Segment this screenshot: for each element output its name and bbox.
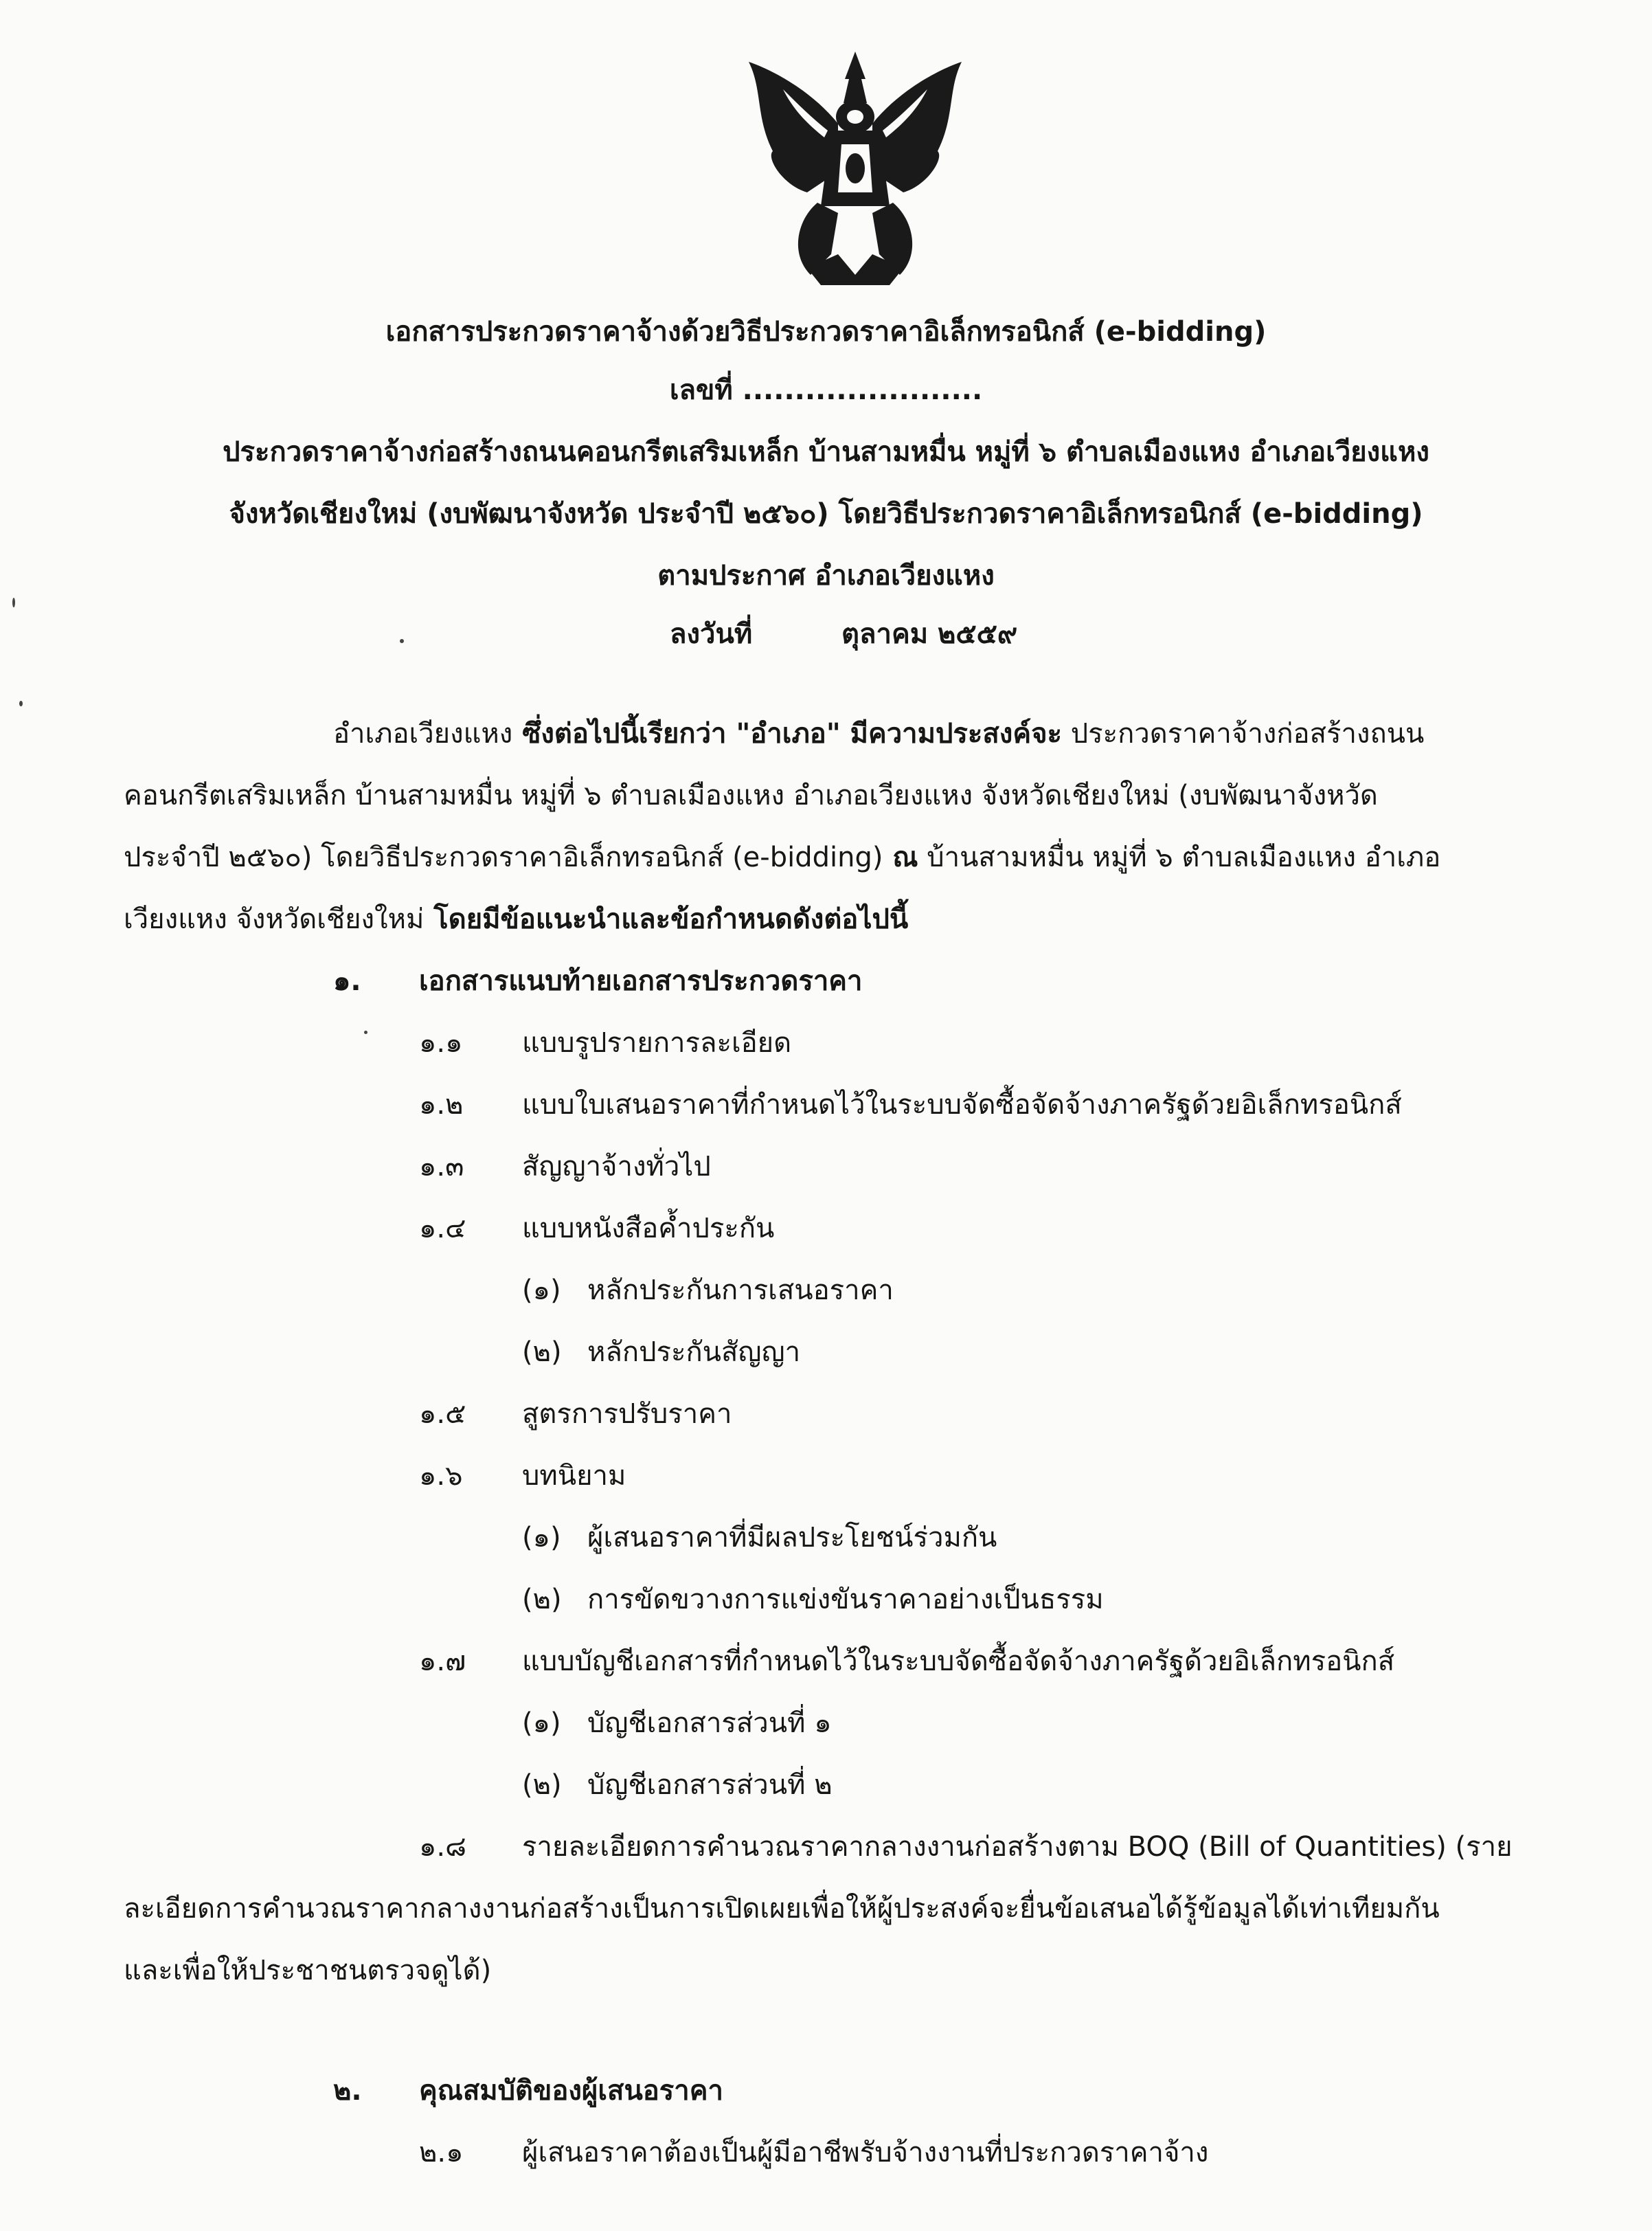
intro-line-3-bold: ณ: [883, 842, 918, 873]
scan-speck: [364, 1031, 367, 1034]
list-item-number: ๑.๕: [419, 1398, 466, 1430]
scan-speck: [12, 598, 15, 607]
intro-line-4-start: เวียงแหง จังหวัดเชียงใหม่: [124, 904, 425, 935]
intro-line-1: [333, 711, 1424, 755]
sublist-item-number: (๒): [522, 1584, 562, 1615]
list-item-text-continued: ละเอียดการคำนวณราคากลางงานก่อสร้างเป็นการเปิดเผยเพื่อให้ผู้ประสงค์จะยื่นข้อเสนอได้รู้ข้อมูลได้เท่าเทียมกัน: [124, 1893, 1440, 1925]
list-item-text: สูตรการปรับราคา: [522, 1398, 732, 1430]
list-item-number: ๒.๑: [419, 2137, 464, 2168]
list-item-number: ๑.๓: [419, 1151, 464, 1182]
intro-line-4-bold: โดยมีข้อแนะนำและข้อกำหนดดังต่อไปนี้: [424, 904, 909, 935]
sublist-item-number: (๑): [522, 1707, 561, 1739]
subject-line-2: จังหวัดเชียงใหม่ (งบพัฒนาจังหวัด ประจำปี ๒๕๖๐) โดยวิธีประกวดราคาอิเล็กทรอนิกส์ (e-bidding): [229, 498, 1423, 530]
intro-line-3: [124, 835, 1440, 879]
list-item-number: ๑.๘: [419, 1831, 466, 1863]
sublist-item-number: (๑): [522, 1275, 561, 1306]
sublist-item-number: (๑): [522, 1522, 561, 1554]
sublist-item-text: ผู้เสนอราคาที่มีผลประโยชน์ร่วมกัน: [587, 1522, 997, 1554]
sublist-item-text: หลักประกันสัญญา: [587, 1336, 801, 1368]
list-item-text: แบบใบเสนอราคาที่กำหนดไว้ในระบบจัดซื้อจัดจ้างภาครัฐด้วยอิเล็กทรอนิกส์: [522, 1089, 1402, 1121]
intro-line-1-start: อำเภอเวียงแหง: [333, 718, 513, 750]
intro-line-1-end: ประกวดราคาจ้างก่อสร้างถนน: [1062, 718, 1425, 750]
list-item-text: รายละเอียดการคำนวณราคากลางงานก่อสร้างตาม BOQ (Bill of Quantities) (ราย: [522, 1831, 1513, 1863]
scan-speck: [19, 701, 23, 706]
document-number: เลขที่ .......................: [669, 374, 983, 406]
sublist-item-number: (๒): [522, 1336, 562, 1368]
list-item-number: ๑.๑: [419, 1027, 463, 1059]
sublist-item-text: บัญชีเอกสารส่วนที่ ๒: [587, 1769, 833, 1801]
sublist-item-text: การขัดขวางการแข่งขันราคาอย่างเป็นธรรม: [587, 1584, 1104, 1615]
list-item-text: สัญญาจ้างทั่วไป: [522, 1151, 711, 1182]
list-item-number: ๑.๔: [419, 1213, 466, 1244]
section-2-number: ๒.: [333, 2075, 362, 2107]
list-item-text-continued: และเพื่อให้ประชาชนตรวจดูได้): [124, 1955, 492, 1986]
intro-line-2: คอนกรีตเสริมเหล็ก บ้านสามหมื่น หมู่ที่ ๖ ตำบลเมืองแหง อำเภอเวียงแหง จังหวัดเชียงใหม่ (งบพัฒนาจังหวัด: [124, 780, 1378, 811]
section-2-title: คุณสมบัติของผู้เสนอราคา: [419, 2075, 723, 2107]
list-item-number: ๑.๗: [419, 1646, 466, 1677]
list-item-text: แบบรูปรายการละเอียด: [522, 1027, 792, 1059]
intro-line-4: [124, 897, 908, 941]
sublist-item-number: (๒): [522, 1769, 562, 1801]
section-1-number: ๑.: [333, 965, 361, 997]
list-item-text: แบบหนังสือค้ำประกัน: [522, 1213, 775, 1244]
subject-line-3: ตามประกาศ อำเภอเวียงแหง: [657, 560, 995, 592]
section-1-title: เอกสารแนบท้ายเอกสารประกวดราคา: [419, 965, 863, 997]
subject-line-1: ประกวดราคาจ้างก่อสร้างถนนคอนกรีตเสริมเหล็ก บ้านสามหมื่น หมู่ที่ ๖ ตำบลเมืองแหง อำเภอเวียงแหง: [223, 436, 1429, 468]
sublist-item-text: บัญชีเอกสารส่วนที่ ๑: [587, 1707, 832, 1739]
list-item-text: ผู้เสนอราคาต้องเป็นผู้มีอาชีพรับจ้างงานที่ประกวดราคาจ้าง: [522, 2137, 1209, 2168]
garuda-emblem-icon: [742, 48, 969, 289]
date-label: ลงวันที่: [670, 618, 753, 650]
list-item-number: ๑.๒: [419, 1089, 464, 1121]
intro-line-1-bold: ซึ่งต่อไปนี้เรียกว่า "อำเภอ" มีความประสงค์จะ: [512, 718, 1062, 750]
list-item-text: บทนิยาม: [522, 1460, 626, 1492]
list-item-number: ๑.๖: [419, 1460, 463, 1492]
intro-line-3-end: บ้านสามหมื่น หมู่ที่ ๖ ตำบลเมืองแหง อำเภอ: [918, 842, 1441, 873]
sublist-item-text: หลักประกันการเสนอราคา: [587, 1275, 894, 1306]
list-item-text: แบบบัญชีเอกสารที่กำหนดไว้ในระบบจัดซื้อจัดจ้างภาครัฐด้วยอิเล็กทรอนิกส์: [522, 1646, 1395, 1677]
intro-line-3-start: ประจำปี ๒๕๖๐) โดยวิธีประกวดราคาอิเล็กทรอนิกส์ (e-bidding): [124, 842, 883, 873]
scan-speck: [400, 639, 404, 643]
date-value: ตุลาคม ๒๕๕๙: [841, 618, 1018, 650]
document-title: เอกสารประกวดราคาจ้างด้วยวิธีประกวดราคาอิเล็กทรอนิกส์ (e-bidding): [385, 316, 1267, 348]
